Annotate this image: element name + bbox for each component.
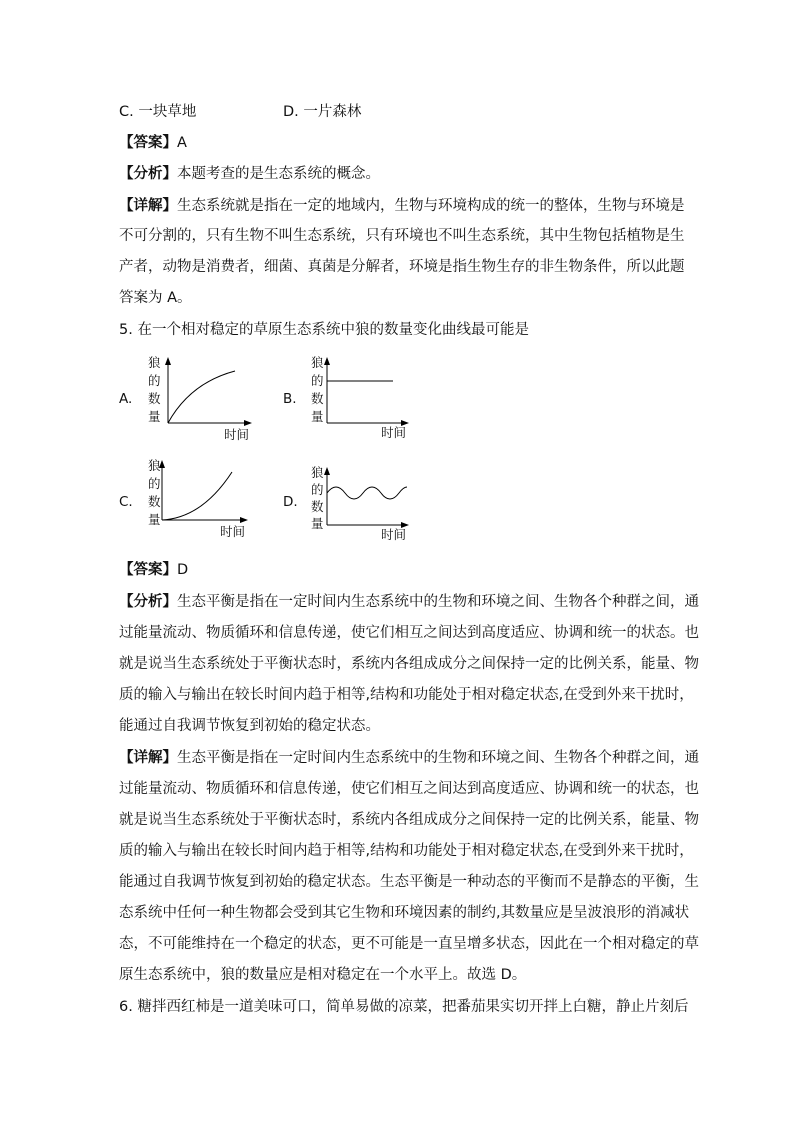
q4-analysis [119, 164, 380, 184]
q5-detail-line-4: 质的输入与输出在较长时间内趋于相等,结构和功能处于相对稳定状态,在受到外来干扰时， [119, 843, 694, 859]
curve [168, 371, 235, 423]
q5-detail-line-2: 过能量流动、物质循环和信息传递，使它们相互之间达到高度适应、协调和统一的状态，也 [119, 781, 699, 797]
detail-tag: 【详解】 [119, 198, 177, 214]
y-axis-char: 狼 [148, 458, 161, 473]
q5-question: 5. 在一个相对稳定的草原生态系统中狼的数量变化曲线最可能是 [119, 322, 529, 338]
analysis-tag: 【分析】 [119, 166, 177, 182]
q5-answer [119, 560, 188, 580]
answer-tag: 【答案】 [119, 562, 177, 578]
detail-text: 生态系统就是指在一定的地域内，生物与环境构成的统一的整体，生物与环境是 [177, 198, 685, 214]
q5-detail-line-7: 态，不可能维持在一个稳定的状态，更不可能是一直呈增多状态，因此在一个相对稳定的草 [119, 936, 699, 952]
y-axis-arrow [324, 357, 330, 365]
q5-analysis-line-3: 就是说当生态系统处于平衡状态时，系统内各组成成分之间保持一定的比例关系，能量、物 [119, 656, 699, 672]
graph-b [305, 353, 415, 443]
y-axis-char: 的 [311, 482, 324, 497]
y-axis-char: 量 [311, 409, 324, 424]
q5-detail-line-6: 态系统中任何一种生物都会受到其它生物和环境因素的制约,其数量应是呈波浪形的消减状 [119, 905, 690, 921]
graph-d-label: D. [283, 494, 298, 510]
q5-detail-line-1 [119, 748, 699, 768]
graph-a-label: A. [119, 391, 133, 407]
x-axis-label: 时间 [220, 524, 246, 539]
q4-answer [119, 133, 187, 153]
curve [327, 487, 407, 499]
y-axis-char: 的 [148, 476, 161, 491]
y-axis-char: 数 [148, 391, 161, 406]
x-axis-arrow [240, 517, 248, 523]
detail-tag: 【详解】 [119, 750, 177, 766]
y-axis-arrow [165, 357, 171, 365]
q4-detail-line-2: 不可分割的，只有生物不叫生态系统，只有环境也不叫生态系统，其中生物包括植物是生 [119, 228, 685, 244]
graph-c [140, 456, 255, 544]
graph-b-label: B. [283, 391, 297, 407]
y-axis-arrow [324, 467, 330, 475]
option-d: D. 一片森林 [283, 104, 362, 120]
y-axis-char: 狼 [148, 355, 161, 370]
q4-detail-line-1 [119, 196, 685, 216]
q5-detail-line-5: 能通过自我调节恢复到初始的稳定状态。生态平衡是一种动态的平衡而不是静态的平衡，生 [119, 874, 699, 890]
y-axis-char: 狼 [311, 355, 324, 370]
answer-value: A [177, 135, 187, 151]
x-axis-arrow [244, 420, 252, 426]
x-axis-label: 时间 [381, 425, 407, 440]
y-axis-char: 量 [148, 512, 161, 527]
y-axis-char: 狼 [311, 465, 324, 480]
x-axis-label: 时间 [381, 527, 407, 542]
q5-detail-line-8: 原生态系统中，狼的数量应是相对稳定在一个水平上。故选 D。 [119, 967, 527, 983]
q4-detail-line-3: 产者，动物是消费者，细菌、真菌是分解者，环境是指生物生存的非生物条件，所以此题 [119, 259, 685, 275]
q6-question: 6. 糖拌西红柿是一道美味可口，简单易做的凉菜，把番茄果实切开拌上白糖，静止片刻后 [119, 999, 689, 1015]
detail-text: 生态平衡是指在一定时间内生态系统中的生物和环境之间、生物各个种群之间，通 [177, 750, 699, 766]
q5-detail-line-3: 就是说当生态系统处于平衡状态时，系统内各组成成分之间保持一定的比例关系，能量、物 [119, 812, 699, 828]
y-axis-char: 数 [148, 494, 161, 509]
y-axis-char: 的 [311, 373, 324, 388]
curve [162, 472, 232, 520]
y-axis-char: 数 [311, 499, 324, 514]
analysis-text: 本题考查的是生态系统的概念。 [177, 166, 380, 182]
q5-analysis-line-4: 质的输入与输出在较长时间内趋于相等,结构和功能处于相对稳定状态,在受到外来干扰时， [119, 687, 694, 703]
q4-detail-line-4: 答案为 A。 [119, 290, 192, 306]
graph-d [305, 463, 415, 543]
q5-analysis-line-2: 过能量流动、物质循环和信息传递，使它们相互之间达到高度适应、协调和统一的状态。也 [119, 625, 699, 641]
graph-a [140, 353, 255, 443]
y-axis-char: 数 [311, 391, 324, 406]
x-axis-label: 时间 [224, 427, 250, 442]
q5-analysis-line-5: 能通过自我调节恢复到初始的稳定状态。 [119, 718, 380, 734]
option-c: C. 一块草地 [119, 104, 197, 120]
graph-c-label: C. [119, 494, 133, 510]
q5-analysis-line-1 [119, 592, 699, 612]
y-axis-char: 量 [148, 409, 161, 424]
analysis-text: 生态平衡是指在一定时间内生态系统中的生物和环境之间、生物各个种群之间，通 [177, 594, 699, 610]
analysis-tag: 【分析】 [119, 594, 177, 610]
answer-value: D [177, 562, 189, 578]
y-axis-char: 量 [311, 516, 324, 531]
y-axis-char: 的 [148, 373, 161, 388]
answer-tag: 【答案】 [119, 135, 177, 151]
